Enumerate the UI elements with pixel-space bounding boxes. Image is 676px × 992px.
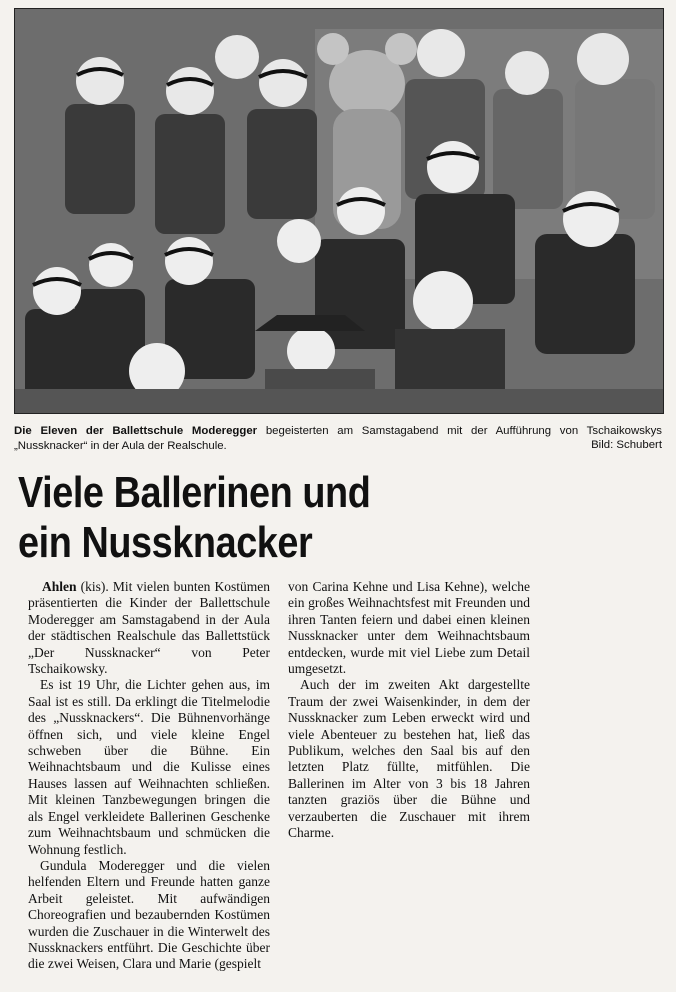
dateline: Ahlen [42,579,77,594]
headline-line-2: ein Nussknacker [18,518,313,567]
article-column-2 [288,579,530,842]
caption-bold-lead: Die Eleven der Ballettschule Moderegger [14,425,258,437]
article-paragraph-1 [28,579,270,677]
article-column-1 [28,579,270,973]
paragraph-1-text: (kis). Mit vielen bunten Kostümen präsentierten die Kinder der Ballettschule Moderegger am Samstagabend in der Aula der städtischen Realschule das Ballettstück „Der Nussknacker“ von Peter Tschaikowsky. [28,579,270,677]
article-paragraph-4: Auch der im zweiten Akt dargestellte Traum der zwei Waisenkinder, in dem der Nussknacker zum Leben erweckt wird und viele Abenteuer zu bestehen hat, ließ das Publikum, welches den Saal bis auf den letzten Platz füllte, mitfühlen. Die Ballerinen im Alter von 3 bis 18 Jahren tanzten graziös über die Bühne und verzauberten die Zuschauer mit ihrem Charme. [288,677,530,841]
news-photo [14,8,664,414]
article-paragraph-3-continued: von Carina Kehne und Lisa Kehne), welche ein großes Weihnachtsfest mit Freunden und ihren Tanten feiern und dabei einen kleinen Nussknacker unter dem Weihnachtsbaum entdecken, wurde mit viel Liebe zum Detail umgesetzt. [288,579,530,677]
headline-line-1: Viele Ballerinen und [18,468,371,517]
photo-illustration [15,9,663,413]
article-paragraph-3: Gundula Moderegger und die vielen helfenden Eltern und Freunde hatten ganze Arbeit geleistet. Mit aufwändigen Choreografien und bezaubernden Kostümen wurden die Zuschauer in die Winterwelt des Nussknackers entführt. Die Geschichte über die zwei Weisen, Clara und Marie (gespielt [28,857,270,972]
photo-credit: Bild: Schubert [591,439,662,451]
headline [18,468,568,568]
caption-text: begeisterten am Samstagabend mit der Aufführung von Tschaikowskys „Nussknacker“ in der Aula der Realschule. [14,425,663,452]
photo-caption [14,424,662,454]
article-paragraph-2: Es ist 19 Uhr, die Lichter gehen aus, im Saal ist es still. Da erklingt die Titelmelodie des „Nussknackers“. Die Bühnenvorhänge öffnen sich, und viele kleine Engel schweben über die Bühne. Ein Weihnachtsbaum und die Kulisse eines Hauses lassen auf Weihnachten schließen. Mit kleinen Tanzbewegungen bringen die als Engel verkleidete Ballerinen Geschenke zum Weihnachtsbaum und schmücken die Wohnung festlich. [28,677,270,857]
